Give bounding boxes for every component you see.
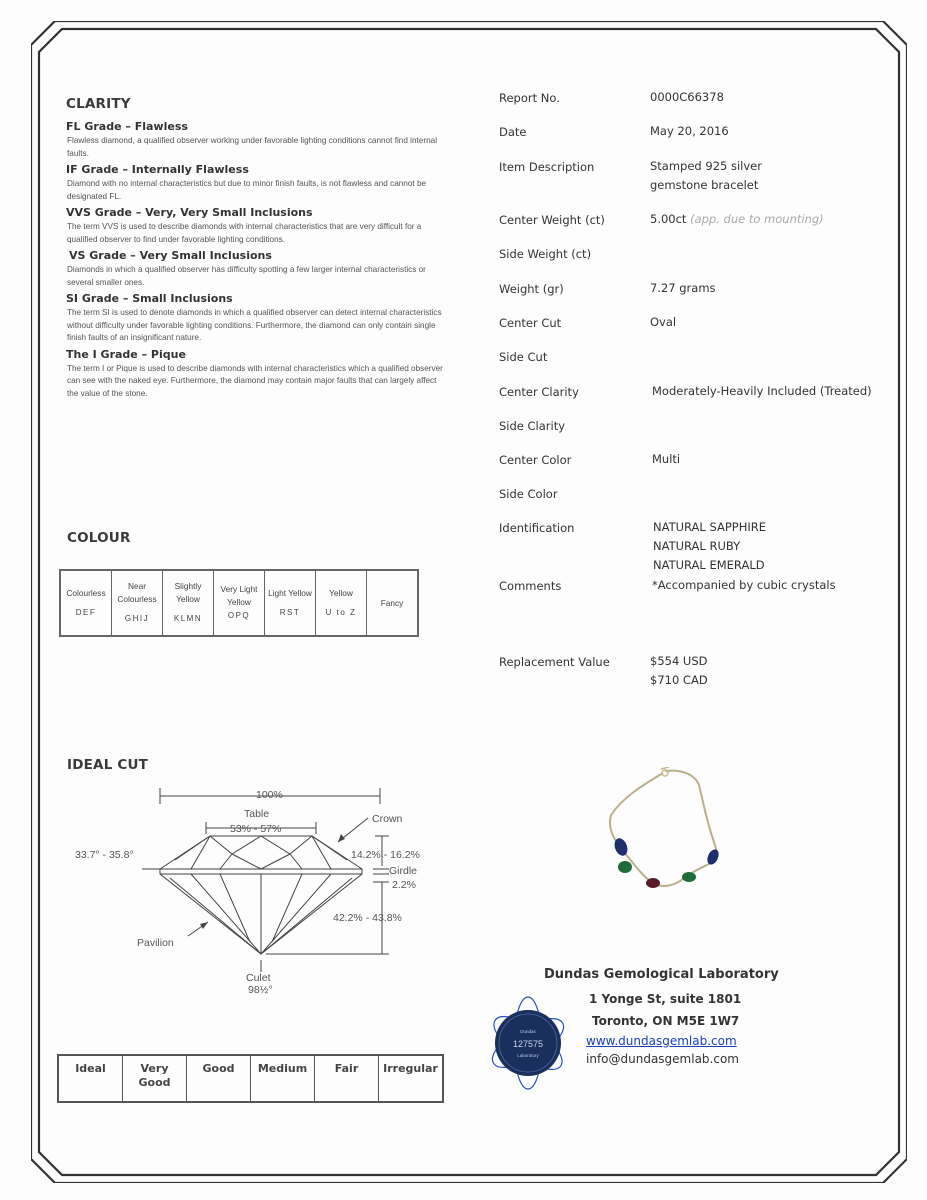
colour-cell <box>367 570 419 636</box>
seal-number: 127575 <box>512 1039 544 1049</box>
identification-line: NATURAL EMERALD <box>653 558 765 572</box>
colour-label: Light Yellow <box>268 587 312 598</box>
colour-code: U to Z <box>325 608 357 617</box>
identification-line: NATURAL RUBY <box>653 539 741 553</box>
colour-code: KLMN <box>173 614 203 624</box>
weight-label: Weight (gr) <box>499 282 564 296</box>
crown-angle-label: 33.7° - 35.8° <box>75 849 134 861</box>
colour-scale-table <box>59 569 419 637</box>
center-weight: 5.00ct <box>650 212 687 226</box>
grade-title: IF Grade – Internally Flawless <box>66 163 249 176</box>
comments-label: Comments <box>499 579 562 593</box>
colour-label: Yellow <box>329 587 353 598</box>
colour-label: Fancy <box>380 597 404 608</box>
colour-cell <box>265 570 316 636</box>
colour-code: GHIJ <box>124 614 150 624</box>
cut-grade-cell: Medium <box>251 1055 315 1102</box>
weight-value: 7.27 grams <box>650 281 716 295</box>
svg-text:Laboratory: Laboratory <box>517 1053 539 1058</box>
colour-cell <box>60 570 112 636</box>
identification-line: NATURAL SAPPHIRE <box>653 520 767 534</box>
colour-code: OPQ <box>227 611 251 621</box>
colour-label: Colourless <box>66 587 106 598</box>
weight-note: (app. due to mounting) <box>690 212 824 226</box>
cut-grade-table <box>57 1054 444 1103</box>
item-description-label: Item Description <box>499 160 595 174</box>
replacement-value <box>650 652 708 690</box>
diamond-proportions-diagram <box>70 782 440 1002</box>
pavilion-depth-label: 42.2% - 43.8% <box>333 912 402 924</box>
colour-label: Slightly Yellow <box>174 581 202 604</box>
pavilion-label: Pavilion <box>137 937 174 949</box>
lab-info <box>480 963 780 1113</box>
clarity-grade <box>66 163 446 203</box>
center-weight-label: Center Weight (ct) <box>499 213 605 227</box>
center-color-value: Multi <box>652 452 681 466</box>
cut-grade-cell: Irregular <box>379 1055 444 1102</box>
date-value: May 20, 2016 <box>650 124 729 138</box>
side-color-label: Side Color <box>499 487 558 501</box>
colour-cell <box>316 570 367 636</box>
item-description-value <box>650 157 762 195</box>
clarity-grade <box>66 206 446 246</box>
clarity-grade <box>66 120 446 160</box>
lab-website-link[interactable]: www.dundasgemlab.com <box>586 1034 737 1048</box>
side-cut-label: Side Cut <box>499 350 548 364</box>
lab-email: info@dundasgemlab.com <box>586 1052 739 1066</box>
replacement-cad: $710 CAD <box>650 673 708 687</box>
crown-height-label: 14.2% - 16.2% <box>351 849 420 861</box>
svg-text:Dundas: Dundas <box>520 1029 536 1034</box>
grade-title: FL Grade – Flawless <box>66 120 188 133</box>
identification-label: Identification <box>499 521 575 535</box>
grade-description: The term VVS is used to describe diamonds with internal characteristics that are very difficult for a qualified observer to find under favorable lighting conditions. <box>67 222 422 244</box>
center-weight-value <box>650 210 824 229</box>
center-cut-label: Center Cut <box>499 316 562 330</box>
side-clarity-label: Side Clarity <box>499 419 566 433</box>
gemstones-icon <box>612 836 721 888</box>
center-clarity-value: Moderately-Heavily Included (Treated) <box>652 384 872 398</box>
report-number-value: 0000C66378 <box>650 90 724 104</box>
grade-description: Diamond with no internal characteristics but due to minor finish faults, is not flawless and cannot be designated FL. <box>67 179 427 201</box>
colour-code: DEF <box>75 608 97 617</box>
cut-grade-cell: Very Good <box>123 1055 187 1102</box>
comments-value: *Accompanied by cubic crystals <box>652 578 836 592</box>
colour-cell <box>214 570 265 636</box>
colour-code: RST <box>279 608 301 617</box>
clarity-grade <box>66 292 446 345</box>
item-description-line: gemstone bracelet <box>650 178 759 192</box>
identification-value <box>653 518 766 575</box>
colour-label: Near Colourless <box>117 581 157 604</box>
grade-description: The term I or Pique is used to describe diamonds with internal characteristics which a qualified observer can see with the naked eye. Furthermore, the diamond may contain major faults that can largely affect the value of the stone. <box>67 363 443 398</box>
girdle-label: Girdle <box>389 865 418 877</box>
lab-address-line1: 1 Yonge St, suite 1801 <box>589 992 742 1006</box>
crown-label: Crown <box>372 813 403 825</box>
center-color-label: Center Color <box>499 453 572 467</box>
colour-cell <box>163 570 214 636</box>
clarity-grade <box>66 348 446 401</box>
table-range-label: 53% - 57% <box>230 823 282 835</box>
cut-grade-cell: Good <box>187 1055 251 1102</box>
clarity-grade <box>66 249 446 289</box>
lab-seal-logo <box>480 983 570 1113</box>
colour-title: COLOUR <box>67 530 131 546</box>
ideal-cut-title: IDEAL CUT <box>67 757 149 773</box>
table-label: Table <box>244 808 270 820</box>
center-clarity-label: Center Clarity <box>499 385 579 399</box>
report-number-label: Report No. <box>499 91 560 105</box>
lab-name: Dundas Gemological Laboratory <box>544 967 779 982</box>
side-weight-label: Side Weight (ct) <box>499 247 592 261</box>
colour-label: Very Light Yellow <box>220 584 258 607</box>
total-width-label: 100% <box>256 789 283 801</box>
girdle-value: 2.2% <box>392 879 416 891</box>
grade-title: VS Grade – Very Small Inclusions <box>69 249 272 262</box>
culet-label: Culet <box>246 972 271 984</box>
cut-grade-cell: Ideal <box>58 1055 123 1102</box>
replacement-usd: $554 USD <box>650 654 708 668</box>
bracelet-photo <box>603 767 738 912</box>
grade-title: SI Grade – Small Inclusions <box>66 292 233 305</box>
center-cut-value: Oval <box>650 315 677 329</box>
grade-description: The term SI is used to denote diamonds in which a qualified observer can detect internal characteristics without difficulty under favorable lighting conditions. Furthermore, the diamond can only contain single finish faults of an insignificant nature. <box>67 308 442 342</box>
colour-cell <box>112 570 163 636</box>
date-label: Date <box>499 125 527 139</box>
grade-description: Diamonds in which a qualified observer has difficulty spotting a few larger internal characteristics or several smaller ones. <box>67 265 426 287</box>
clarity-title: CLARITY <box>66 96 131 112</box>
lab-address-line2: Toronto, ON M5E 1W7 <box>592 1014 740 1028</box>
culet-value: 98½° <box>248 984 273 996</box>
grade-title: VVS Grade – Very, Very Small Inclusions <box>66 206 313 219</box>
grade-title: The I Grade – Pique <box>66 347 186 361</box>
item-description-line: Stamped 925 silver <box>650 159 762 173</box>
grade-description: Flawless diamond, a qualified observer working under favorable lighting conditions cannot find internal faults. <box>67 136 438 158</box>
clarity-section <box>66 96 446 402</box>
cut-grade-cell: Fair <box>315 1055 379 1102</box>
replacement-value-label: Replacement Value <box>499 655 610 669</box>
